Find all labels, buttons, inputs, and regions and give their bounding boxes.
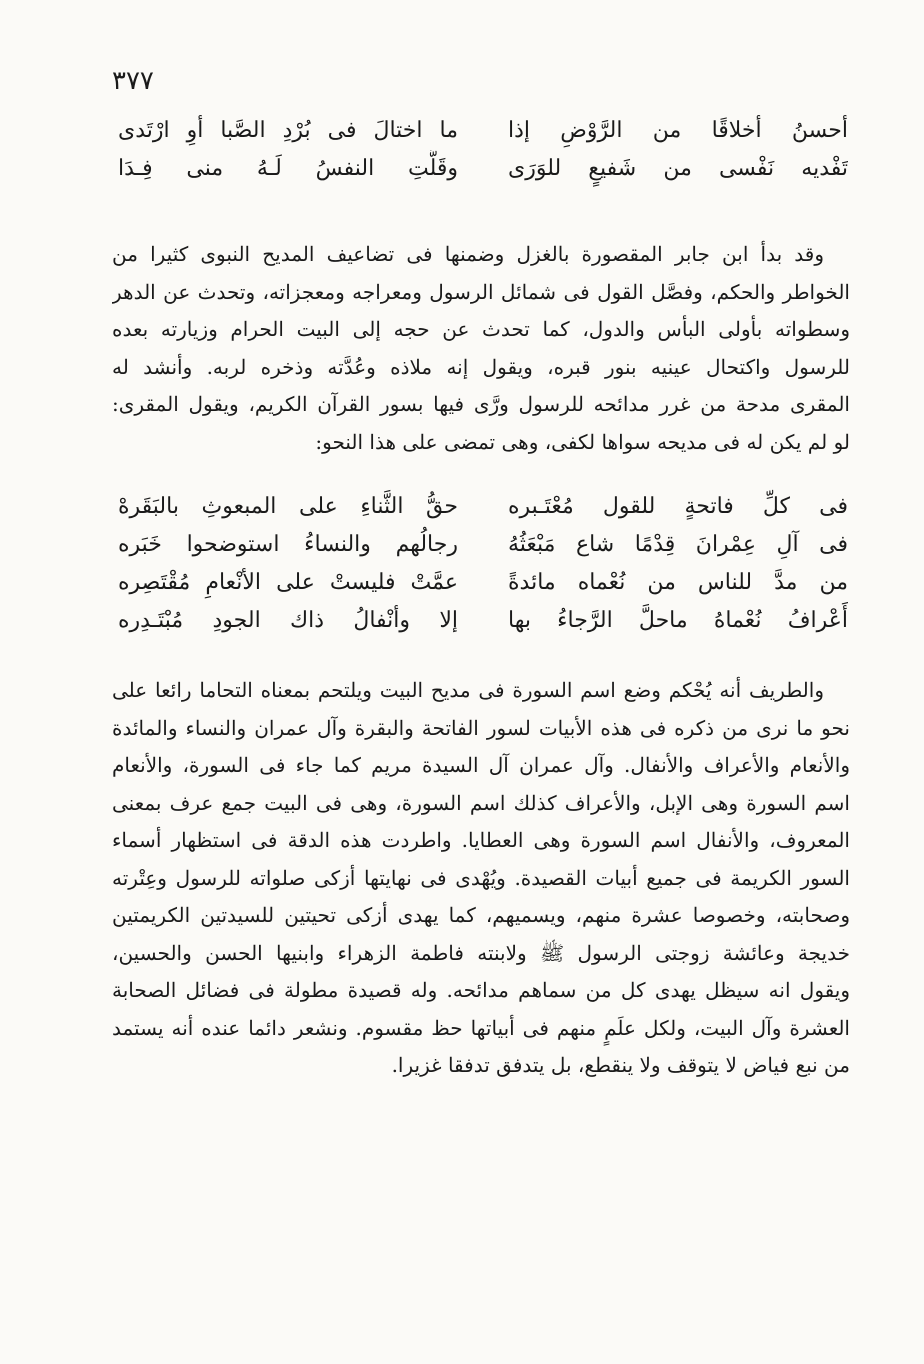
- paragraph-line: للرسول واكتحال عينيه بنور قبره، ويقول إنه ملاذه وعُدَّته وذخره لربه. وأنشد له: [112, 354, 850, 379]
- verse-first-hemistich: تَفْديه نَفْسى من شَفيعٍ للوَرَى: [508, 156, 848, 181]
- verse-first-hemistich: فى كلِّ فاتحةٍ للقول مُعْتَـبره: [508, 494, 848, 519]
- paragraph-line: من نبع فياض لا يتوقف ولا ينقطع، بل يتدفق تدفقا غزيرا.: [391, 1053, 850, 1077]
- paragraph-line: السور الكريمة فى جميع أبيات القصيدة. ويُهْدى فى نهايتها أزكى صلواته للرسول وعِتْرته: [112, 865, 850, 890]
- verse-second-hemistich: إلا وأنْفالُ ذاك الجودِ مُبْتَـدِره: [118, 608, 458, 633]
- paragraph-line: ويقول انه سيظل يهدى كل من سماهم مدائحه. وله قصيدة مطولة فى فضائل الصحابة: [112, 978, 850, 1002]
- paragraph-line: وقد بدأ ابن جابر المقصورة بالغزل وضمنها فى تضاعيف المديح النبوى كثيرا من: [112, 242, 824, 266]
- verse-line: [118, 112, 848, 150]
- paragraph-line: وصحابته، وخصوصا عشرة منهم، ويسميهم، كما يهدى أزكى تحيتين للسيدتين الكريمتين: [112, 903, 850, 927]
- poem-block-top: [118, 112, 848, 188]
- verse-line: [118, 602, 848, 640]
- page-number: ٣٧٧: [112, 66, 154, 96]
- verse-second-hemistich: حقُّ الثَّناءِ على المبعوثِ بالبَقَرهْ: [118, 494, 458, 519]
- paragraph-line: لو لم يكن له فى مديحه سواها لكفى، وهى تمضى على هذا النحو:: [315, 429, 850, 454]
- paragraph-commentary: [112, 672, 850, 1085]
- paragraph-line: وسطواته بأولى البأس والدول، كما تحدث عن حجه إلى البيت الحرام وزيارته بعده: [112, 317, 850, 341]
- verse-line: [118, 150, 848, 188]
- verse-line: [118, 488, 848, 526]
- paragraph-line: الخواطر والحكم، وفصَّل القول فى شمائل الرسول ومعراجه ومعجزاته، وتحدث عن الدهر: [112, 279, 850, 304]
- verse-first-hemistich: أَعْرافُ نُعْماهُ ماحلَّ الرَّجاءُ بها: [508, 608, 848, 633]
- paragraph-line: العشرة وآل البيت، ولكل علَمٍ منهم فى أبياتها حظ مقسوم. ونشعر دائما عنده أنه يستمد: [112, 1015, 850, 1040]
- verse-second-hemistich: ما اختالَ فى بُرْدِ الصَّبا أوِ ارْتَدى: [118, 118, 458, 143]
- verse-first-hemistich: من مدَّ للناس من نُعْماه مائدةً: [508, 570, 848, 595]
- verse-line: [118, 564, 848, 602]
- poem-block-quran-surahs: [118, 488, 848, 640]
- verse-second-hemistich: عمَّتْ فليستْ على الأنْعامِ مُقْتَصِره: [118, 570, 458, 595]
- paragraph-line: المقرى مدحة من غرر مدائحه للرسول ورَّى فيها بسور القرآن الكريم، ويقول المقرى:: [112, 392, 850, 416]
- paragraph-line: اسم السورة وهى الإبل، والأعراف كذلك اسم السورة، وهى فى البيت جمع عرف بمعنى: [112, 790, 850, 815]
- paragraph-line: نحو ما نرى من ذكره فى هذه الأبيات لسور الفاتحة والبقرة وآل عمران والنساء والمائدة: [112, 715, 850, 740]
- verse-line: [118, 526, 848, 564]
- paragraph-line: المعروف، والأنفال اسم السورة وهى العطايا. واطردت هذه الدقة فى استظهار أسماء: [112, 828, 850, 852]
- paragraph-intro: [112, 236, 850, 461]
- verse-first-hemistich: فى آلِ عِمْرانَ قِدْمًا شاع مَبْعَثُهُ: [508, 532, 848, 557]
- paragraph-line: خديجة وعائشة زوجتى الرسول ﷺ ولابنته فاطمة الزهراء وابنيها الحسن والحسين،: [112, 940, 850, 965]
- verse-second-hemistich: وقَلَّتِ النفسُ لَـهُ منى فِـدَا: [118, 156, 458, 181]
- paragraph-line: والأنعام والأعراف والأنفال. وآل عمران آل السيدة مريم كما جاء فى السورة، والأنعام: [112, 753, 850, 777]
- verse-second-hemistich: رجالُهم والنساءُ استوضحوا خَبَره: [118, 532, 458, 557]
- paragraph-line: والطريف أنه يُحْكم وضع اسم السورة فى مديح البيت ويلتحم بمعناه التحاما رائعا على: [112, 678, 824, 702]
- verse-first-hemistich: أحسنُ أخلاقًا من الرَّوْضِ إذا: [508, 118, 848, 143]
